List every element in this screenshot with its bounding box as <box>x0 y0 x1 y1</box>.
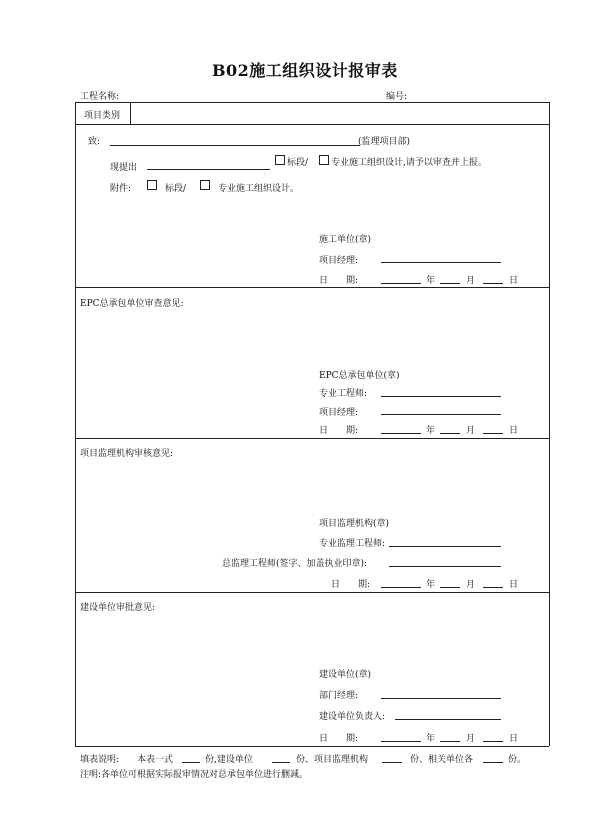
to-recipient-line[interactable] <box>110 145 360 146</box>
copies-text-e: 份。 <box>508 755 527 765</box>
s2-engineer-label: 专业工程师: <box>319 389 368 399</box>
copies-owner-field[interactable] <box>272 762 290 763</box>
project-name-label: 工程名称: <box>80 92 120 102</box>
copies-text-c: 份、项目监理机构 <box>296 755 369 765</box>
supervision-unit-label: 项目监理机构(章) <box>319 519 390 529</box>
s2-pm-label: 项目经理: <box>319 408 359 418</box>
s2-day-label: 日 <box>509 426 519 436</box>
s2-day-field[interactable] <box>483 433 503 434</box>
s1-pm-signature-line[interactable] <box>381 262 501 263</box>
form-title: B02施工组织设计报审表 <box>212 61 398 80</box>
chief-engineer-signature-line[interactable] <box>389 566 501 567</box>
s3-engineer-label: 专业监理工程师: <box>319 539 386 549</box>
s3-heading: 项目监理机构审核意见: <box>80 449 174 459</box>
checkbox-specialty[interactable] <box>319 155 329 165</box>
epc-unit-label: EPC总承包单位(章) <box>319 371 400 381</box>
s4-year-field[interactable] <box>381 741 421 742</box>
category-label: 项目类别 <box>84 111 121 121</box>
to-label: 致: <box>88 137 101 147</box>
s4-opinion-field[interactable] <box>80 614 545 664</box>
present-label: 现提出 <box>110 163 138 173</box>
s4-month-field[interactable] <box>440 741 460 742</box>
s3-date-label: 日 期: <box>331 580 371 590</box>
s2-year-field[interactable] <box>381 433 421 434</box>
s2-date-label: 日 期: <box>319 426 359 436</box>
copies-related-field[interactable] <box>483 762 503 763</box>
s1-day-field[interactable] <box>483 283 503 284</box>
attach-section-label: 标段/ <box>165 184 187 194</box>
copies-total-field[interactable] <box>182 762 200 763</box>
chief-engineer-label: 总监理工程师(签字、加盖执业印章): <box>222 559 368 569</box>
s2-opinion-field[interactable] <box>80 310 545 360</box>
s1-pm-label: 项目经理: <box>319 256 359 266</box>
copies-supervision-field[interactable] <box>382 762 402 763</box>
s3-day-field[interactable] <box>483 587 503 588</box>
fill-instructions-label: 填表说明: <box>80 755 120 765</box>
supervisor-dept: (监理项目部) <box>358 137 411 147</box>
copies-text-b: 份,建设单位 <box>205 755 253 765</box>
copies-text-d: 份、相关单位各 <box>410 755 474 765</box>
owner-leader-signature-line[interactable] <box>395 719 501 720</box>
s4-day-label: 日 <box>509 734 519 744</box>
section1-bottom-border <box>75 287 549 288</box>
s2-pm-signature-line[interactable] <box>381 414 501 415</box>
number-label: 编号: <box>386 92 408 102</box>
category-row-border <box>75 124 549 125</box>
s4-date-label: 日 期: <box>319 734 359 744</box>
construction-unit-label: 施工单位(章) <box>319 235 372 245</box>
s3-day-label: 日 <box>509 580 519 590</box>
category-value-field[interactable] <box>131 103 548 124</box>
dept-manager-label: 部门经理: <box>319 691 359 701</box>
attach-label: 附件: <box>110 184 132 194</box>
dept-manager-signature-line[interactable] <box>381 698 501 699</box>
present-content-line[interactable] <box>147 169 270 170</box>
s3-engineer-signature-line[interactable] <box>389 546 501 547</box>
s4-day-field[interactable] <box>483 741 503 742</box>
table-left-border <box>75 102 76 746</box>
s3-opinion-field[interactable] <box>80 460 545 510</box>
table-bottom-border <box>75 746 549 747</box>
s3-year-label: 年 <box>426 580 436 590</box>
s2-month-field[interactable] <box>440 433 460 434</box>
s3-month-field[interactable] <box>440 587 460 588</box>
s2-heading: EPC总承包单位审查意见: <box>80 299 184 309</box>
checkbox-attach-specialty[interactable] <box>200 180 210 190</box>
checkbox-section[interactable] <box>275 155 285 165</box>
s3-year-field[interactable] <box>381 587 421 588</box>
s1-month-field[interactable] <box>440 283 460 284</box>
s2-year-label: 年 <box>426 426 436 436</box>
s3-month-label: 月 <box>466 580 476 590</box>
s1-date-label: 日 期: <box>319 276 359 286</box>
option-section-label: 标段/ <box>287 158 309 168</box>
owner-leader-label: 建设单位负责人: <box>319 712 386 722</box>
s1-month-label: 月 <box>466 276 476 286</box>
s4-heading: 建设单位审批意见: <box>80 603 156 613</box>
s2-engineer-signature-line[interactable] <box>381 396 501 397</box>
attach-specialty-label: 专业施工组织设计。 <box>218 184 300 194</box>
s4-year-label: 年 <box>426 734 436 744</box>
s1-year-label: 年 <box>426 276 436 286</box>
owner-unit-label: 建设单位(章) <box>319 670 372 680</box>
copies-text-a: 本表一式 <box>137 755 174 765</box>
table-right-border <box>549 102 550 746</box>
footer-note: 注明:各单位可根据实际报审情况对总承包单位进行删减。 <box>80 770 309 780</box>
s1-year-field[interactable] <box>381 283 421 284</box>
checkbox-attach-section[interactable] <box>147 180 157 190</box>
s2-month-label: 月 <box>466 426 476 436</box>
s1-day-label: 日 <box>509 276 519 286</box>
section2-bottom-border <box>75 438 549 439</box>
option-specialty-label: 专业施工组织设计,请予以审查并上报。 <box>331 158 487 168</box>
s4-month-label: 月 <box>466 734 476 744</box>
section3-bottom-border <box>75 592 549 593</box>
